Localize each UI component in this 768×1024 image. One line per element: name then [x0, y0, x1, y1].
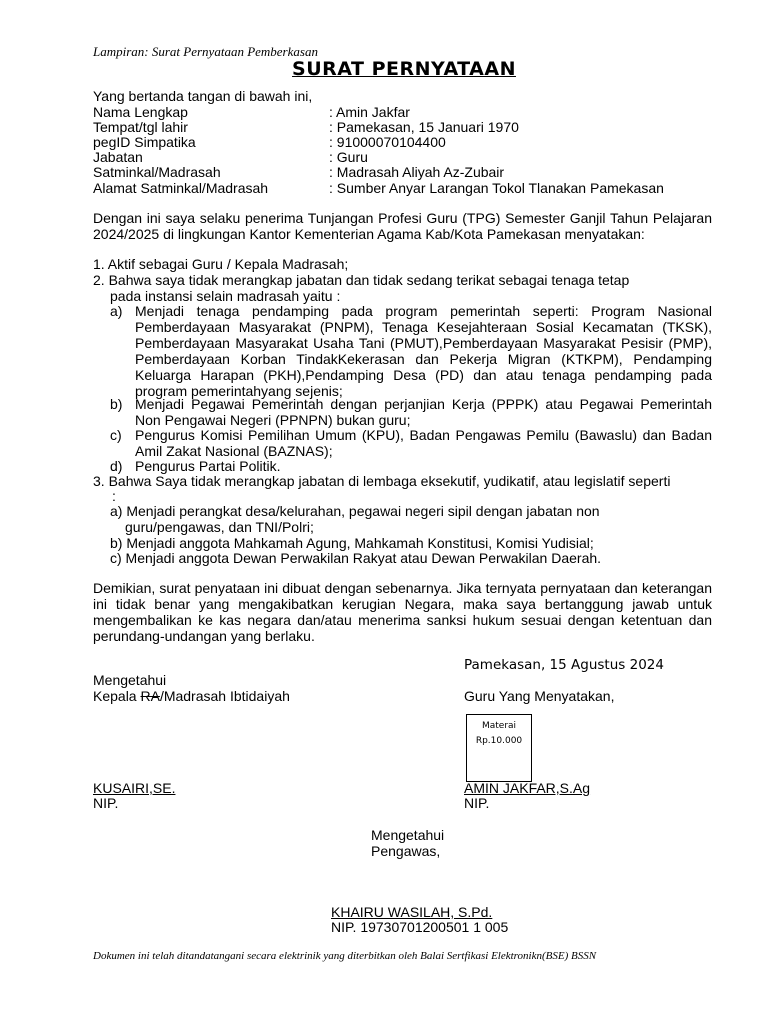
closing-paragraph: Demikian, surat penyataan ini dibuat dengan sebenarnya. Jika ternyata pernyataan dan keterangan ini tidak benar yang mengakibatkan kerugian Negara, maka saya bertanggung jawab untuk mengembalikan ke kas negara dan/atau menerima sanksi hukum sesuai dengan ketentuan dan perundang-undangan yang berlaku. — [93, 580, 712, 644]
intro-text: Yang bertanda tangan di bawah ini, — [93, 88, 313, 104]
identity-value: : Sumber Anyar Larangan Tokol Tlanakan Pamekasan — [329, 180, 664, 196]
identity-value: : Madrasah Aliyah Az-Zubair — [329, 164, 505, 180]
identity-value: : Amin Jakfar — [329, 104, 410, 120]
attachment-label: Lampiran: Surat Pernyataan Pemberkasan — [93, 44, 318, 59]
point-2-line2: pada instansi selain madrasah yaitu : — [110, 288, 341, 304]
document-title: SURAT PERNYATAAN — [292, 58, 516, 80]
right-signer-nip: NIP. — [464, 795, 490, 811]
right-signer-name: AMIN JAKFAR,S.Ag — [464, 780, 591, 796]
left-signer-nip: NIP. — [93, 795, 119, 811]
left-heading: Mengetahui — [93, 672, 167, 688]
left-role — [93, 688, 290, 704]
footer-note: Dokumen ini telah ditandatangani secara elektrinik yang diterbitkan oleh Balai Sertfikasi Elektronikn(BSE) BSSN — [93, 950, 597, 962]
list-marker: b) — [110, 396, 123, 412]
left-role-suffix: /Madrasah Ibtidaiyah — [159, 688, 290, 704]
identity-label: pegID Simpatika — [93, 134, 196, 150]
center-heading: Mengetahui — [371, 827, 445, 843]
point-3a-line2: guru/pengawas, dan TNI/Polri; — [125, 519, 314, 535]
left-role-prefix: Kepala — [93, 688, 141, 704]
center-signer-nip: NIP. 19730701200501 1 005 — [331, 919, 509, 935]
list-marker: a) — [110, 303, 123, 319]
identity-label: Nama Lengkap — [93, 104, 188, 120]
materai-label: Materai — [481, 721, 517, 731]
point-2a-text: Menjadi tenaga pendamping pada program pemerintah seperti: Program Nasional Pemberdayaan Masyarakat (PNPM), Tenaga Kesejahteraan Sosial Kecamatan (TKSK), Pemberdayaan Masyarakat Usaha Tani (PMUT),Pemberdayaan Masyarakat Pesisir (PMP), Pemberdayaan Korban TindakKekerasan dan Pekerja Migran (KTKPM), Pendamping Keluarga Harapan (PKH),Pendamping Desa (PD) dan atau tenaga pendamping pada program pemerintahyang sejenis; — [135, 303, 712, 399]
place-date: Pamekasan, 15 Agustus 2024 — [464, 657, 664, 673]
identity-label: Tempat/tgl lahir — [93, 119, 188, 135]
center-signer-name: KHAIRU WASILAH, S.Pd. — [331, 904, 493, 920]
point-3c: c) Menjadi anggota Dewan Perwakilan Rakyat atau Dewan Perwakilan Daerah. — [110, 550, 602, 566]
right-role: Guru Yang Menyatakan, — [464, 688, 615, 704]
point-1: 1. Aktif sebagai Guru / Kepala Madrasah; — [93, 256, 349, 272]
materai-amount: Rp.10.000 — [475, 736, 523, 746]
point-2d-text: Pengurus Partai Politik. — [135, 458, 281, 474]
list-marker: d) — [110, 458, 123, 474]
statement-intro: Dengan ini saya selaku penerima Tunjangan Profesi Guru (TPG) Semester Ganjil Tahun Pelajaran 2024/2025 di lingkungan Kantor Kementerian Agama Kab/Kota Pamekasan menyatakan: — [93, 210, 712, 242]
identity-label: Satminkal/Madrasah — [93, 164, 221, 180]
identity-value: : Guru — [329, 149, 368, 165]
center-role: Pengawas, — [371, 843, 441, 859]
identity-value: : 91000070104400 — [329, 134, 446, 150]
point-2c-text: Pengurus Komisi Pemilihan Umum (KPU), Badan Pengawas Pemilu (Bawaslu) dan Badan Amil Zakat Nasional (BAZNAS); — [135, 427, 712, 459]
identity-label: Alamat Satminkal/Madrasah — [93, 180, 269, 196]
identity-value: : Pamekasan, 15 Januari 1970 — [329, 119, 519, 135]
left-signer-name: KUSAIRI,SE. — [93, 780, 176, 796]
point-3b: b) Menjadi anggota Mahkamah Agung, Mahkamah Konstitusi, Komisi Yudisial; — [110, 535, 594, 551]
point-2b-text: Menjadi Pegawai Pemerintah dengan perjanjian Kerja (PPPK) atau Pegawai Pemerintah Non Pengawai Negeri (PPNPN) bukan guru; — [135, 396, 712, 428]
materai-stamp-box — [466, 714, 532, 782]
left-role-struck: RA — [140, 688, 160, 704]
list-marker: c) — [110, 427, 122, 443]
point-3-line2: : — [112, 488, 116, 504]
identity-label: Jabatan — [93, 149, 143, 165]
point-3-line1: 3. Bahwa Saya tidak merangkap jabatan di lembaga eksekutif, yudikatif, atau legislatif seperti — [93, 473, 671, 489]
point-3a-line1: a) Menjadi perangkat desa/kelurahan, pegawai negeri sipil dengan jabatan non — [110, 503, 600, 519]
point-2-line1: 2. Bahwa saya tidak merangkap jabatan dan tidak sedang terikat sebagai tenaga tetap — [93, 272, 630, 288]
